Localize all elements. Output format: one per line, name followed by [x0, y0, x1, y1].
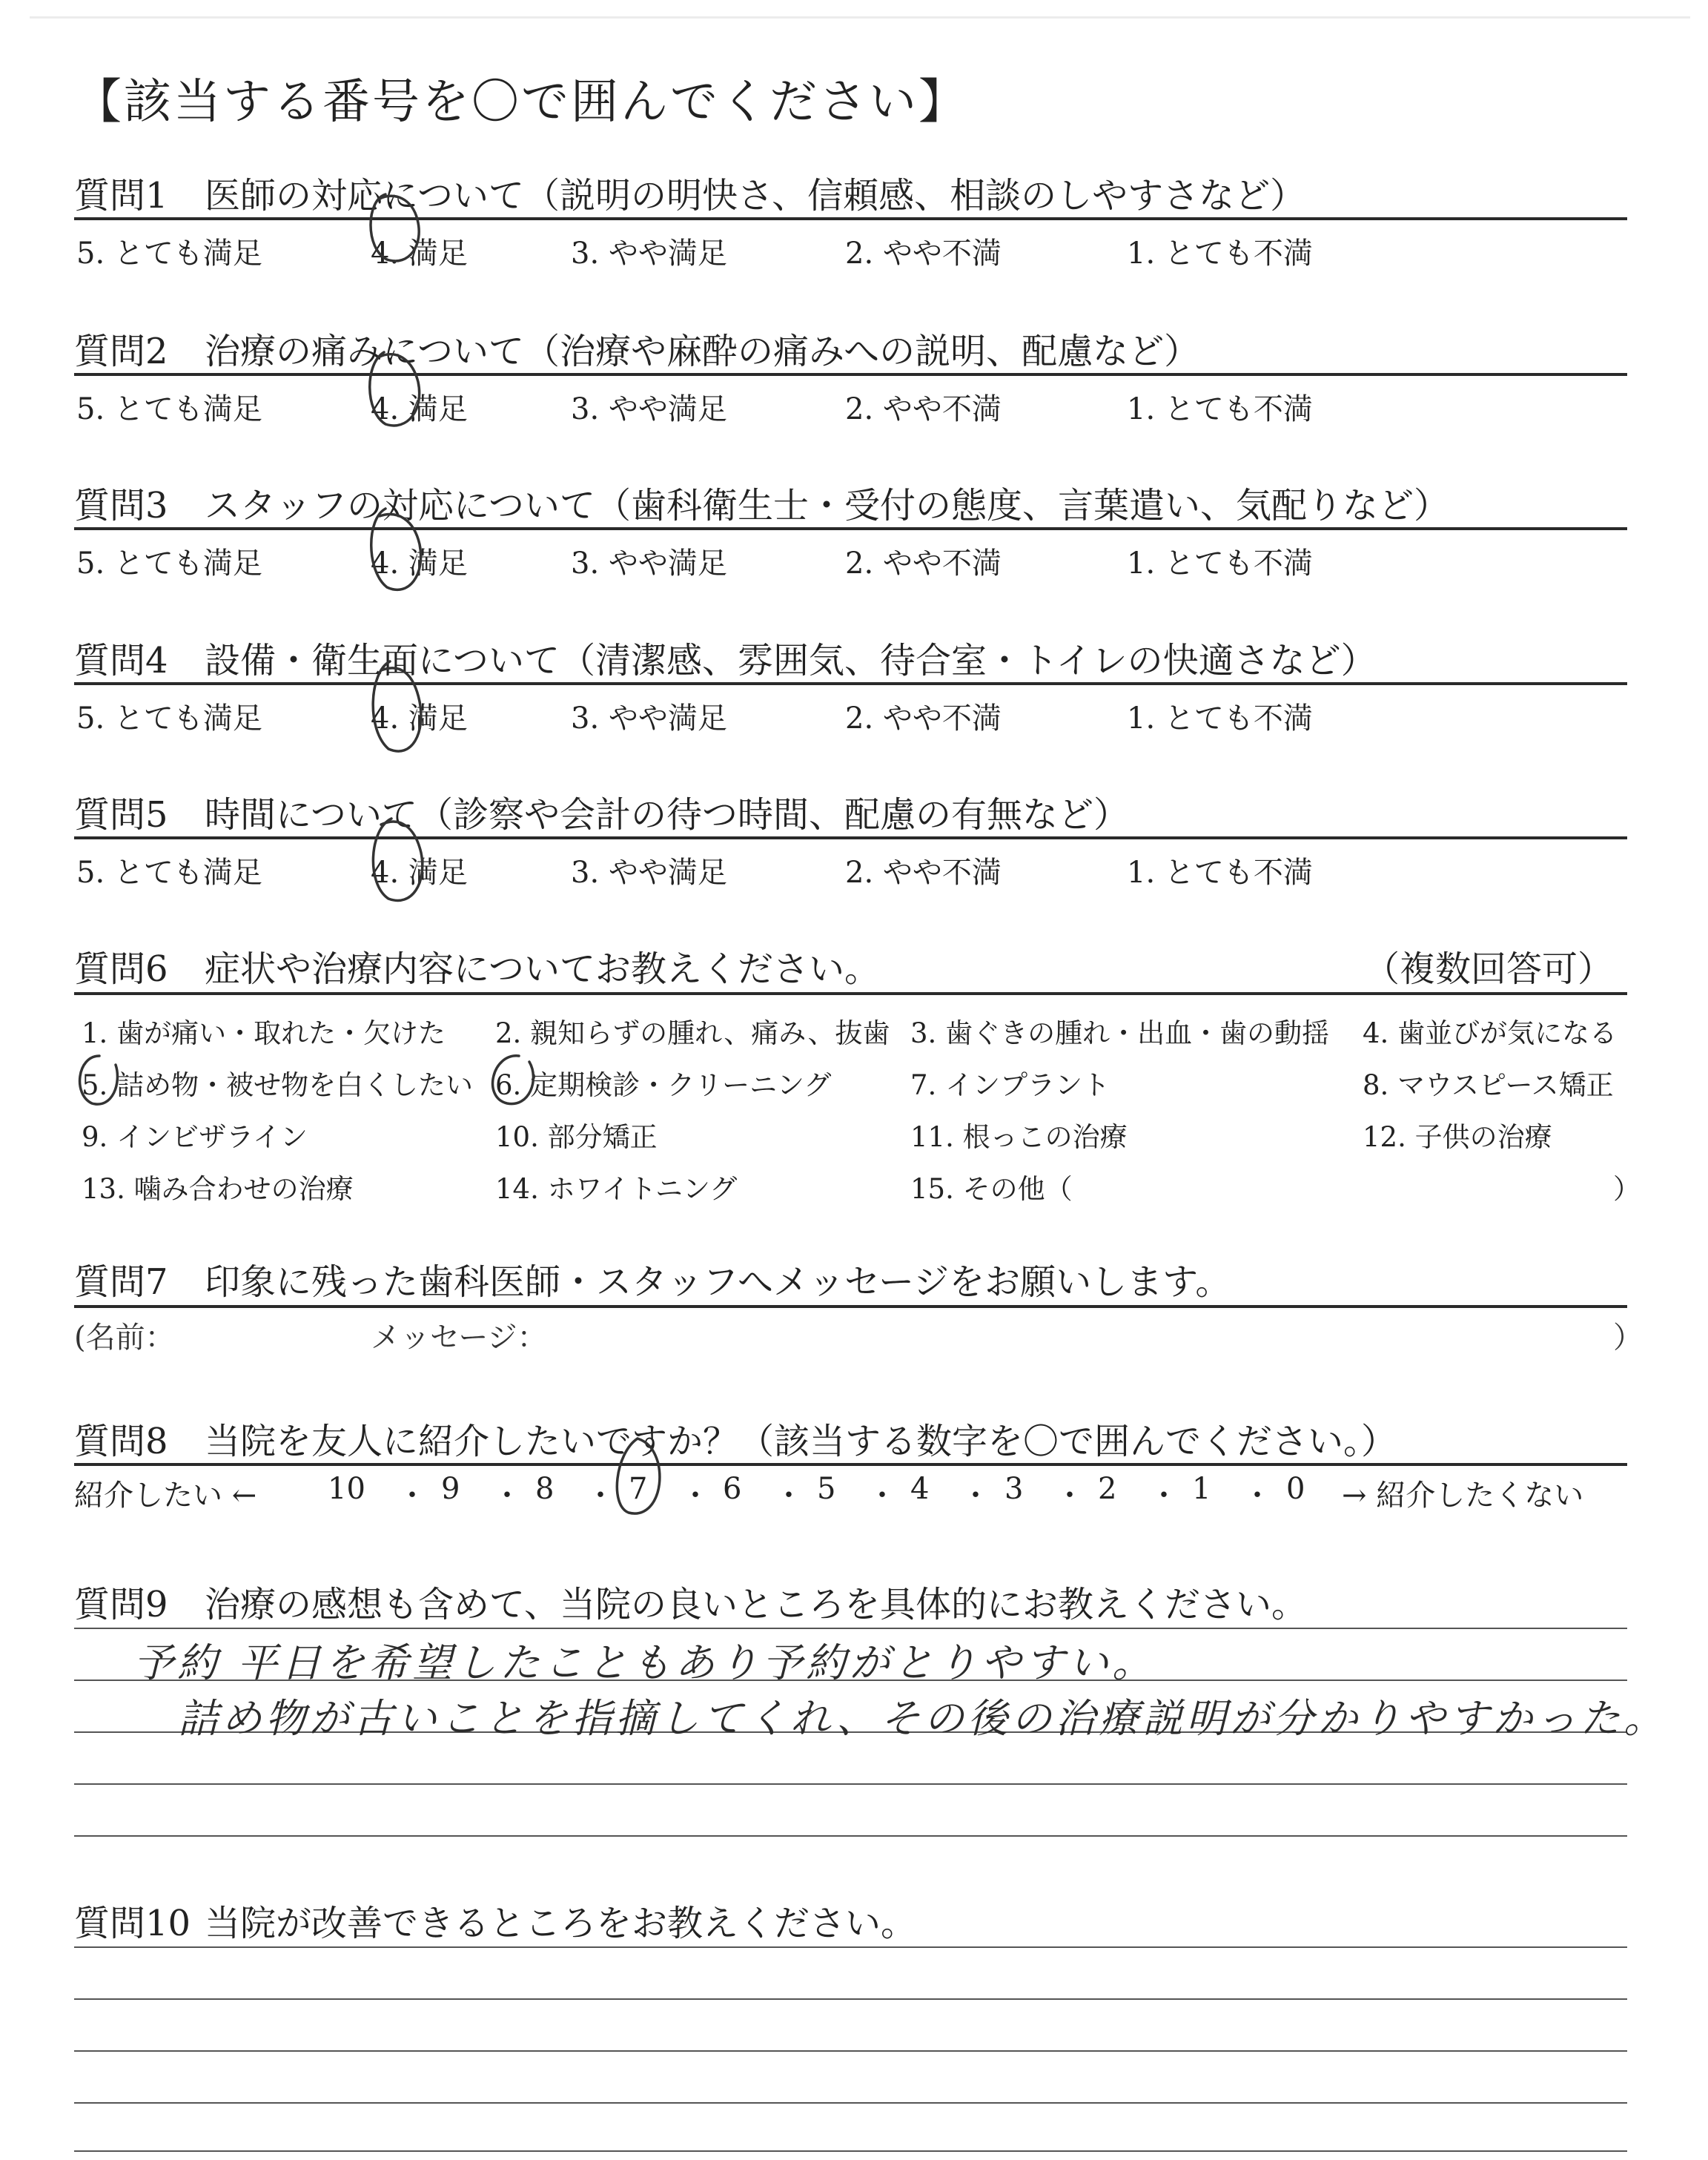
- answer-line: [74, 1946, 1627, 1948]
- symptom-option-7[interactable]: 7. インプラント: [910, 1069, 1110, 1101]
- symptom-option-10[interactable]: 10. 部分矯正: [495, 1121, 658, 1153]
- handwritten-answer-line-1: 予約 平日を希望したこともあり予約がとりやすい。: [133, 1639, 1156, 1686]
- answer-line: [74, 2150, 1627, 2152]
- other-close-paren: ）: [1613, 1173, 1641, 1205]
- question-rule: [74, 527, 1627, 530]
- rating-option-1[interactable]: 1. とても不満: [1127, 546, 1313, 581]
- multiple-answer-note: （複数回答可）: [1364, 948, 1614, 990]
- handwritten-answer-line-2: 詰め物が古いことを指摘してくれ、その後の治療説明が分かりやすかった。: [178, 1695, 1668, 1742]
- symptom-option-14[interactable]: 14. ホワイトニング: [495, 1173, 738, 1205]
- rating-option-1[interactable]: 1. とても不満: [1127, 392, 1313, 426]
- scale-value-3[interactable]: 3: [1004, 1472, 1024, 1506]
- question-number: 質問6: [74, 948, 168, 990]
- question-rule: [74, 217, 1627, 220]
- symptom-option-11[interactable]: 11. 根っこの治療: [910, 1121, 1128, 1153]
- question-8: [74, 1413, 1397, 1464]
- symptom-option-1[interactable]: 1. 歯が痛い・取れた・欠けた: [82, 1017, 446, 1049]
- scale-value-0[interactable]: 0: [1286, 1472, 1305, 1506]
- rating-option-1[interactable]: 1. とても不満: [1127, 701, 1313, 736]
- symptom-option-15[interactable]: 15. その他（: [910, 1173, 1073, 1205]
- rating-option-2[interactable]: 2. やや不満: [845, 237, 1002, 271]
- question-number: 質問1: [74, 175, 168, 217]
- scale-value-6[interactable]: 6: [723, 1472, 742, 1506]
- question-number: 質問9: [74, 1584, 168, 1625]
- answer-line: [74, 1998, 1627, 2000]
- message-field-label[interactable]: メッセージ：: [371, 1321, 547, 1355]
- question-rule: [74, 373, 1627, 376]
- symptom-option-13[interactable]: 13. 噛み合わせの治療: [82, 1173, 354, 1205]
- name-field-label[interactable]: (名前：: [74, 1321, 175, 1355]
- symptom-option-4[interactable]: 4. 歯並びが気になる: [1363, 1017, 1618, 1049]
- scale-right-label: → 紹介したくない: [1342, 1479, 1584, 1513]
- rating-option-2[interactable]: 2. やや不満: [845, 392, 1002, 426]
- symptom-option-2[interactable]: 2. 親知らずの腫れ、痛み、抜歯: [495, 1017, 890, 1049]
- question-text: 症状や治療内容についてお教えください。: [205, 948, 881, 990]
- question-rule: [74, 1463, 1627, 1466]
- rating-option-4[interactable]: 4. 満足: [371, 237, 468, 271]
- rating-option-2[interactable]: 2. やや不満: [845, 701, 1002, 736]
- message-close-paren: ）: [1613, 1321, 1643, 1355]
- question-3: [74, 477, 1449, 528]
- question-1: [74, 167, 1305, 218]
- rating-option-4[interactable]: 4. 満足: [371, 856, 468, 890]
- scale-value-8[interactable]: 8: [535, 1472, 555, 1506]
- question-rule: [74, 992, 1627, 995]
- question-text: 当院を友人に紹介したいですか？（該当する数字を〇で囲んでください。）: [205, 1421, 1397, 1462]
- rating-option-5[interactable]: 5. とても満足: [76, 392, 262, 426]
- symptom-option-12[interactable]: 12. 子供の治療: [1363, 1121, 1552, 1153]
- answer-line: [74, 1783, 1627, 1785]
- question-9: [74, 1576, 1307, 1627]
- question-number: 質問4: [74, 640, 168, 681]
- question-number: 質問8: [74, 1421, 168, 1462]
- question-6: [74, 940, 1614, 991]
- scale-value-9[interactable]: 9: [441, 1472, 460, 1506]
- question-2: [74, 323, 1199, 374]
- scale-value-7[interactable]: 7: [629, 1472, 648, 1506]
- scan-edge: [30, 16, 1690, 19]
- question-text: 治療の感想も含めて、当院の良いところを具体的にお教えください。: [205, 1584, 1308, 1625]
- question-5: [74, 786, 1129, 837]
- answer-line: [74, 2102, 1627, 2104]
- symptom-option-3[interactable]: 3. 歯ぐきの腫れ・出血・歯の動揺: [910, 1017, 1330, 1049]
- rating-option-5[interactable]: 5. とても満足: [76, 701, 262, 736]
- rating-option-4[interactable]: 4. 満足: [371, 392, 468, 426]
- question-text: 設備・衛生面について（清潔感、雰囲気、待合室・トイレの快適さなど）: [205, 640, 1377, 681]
- question-7: [74, 1253, 1231, 1304]
- scale-left-label: 紹介したい ←: [74, 1479, 257, 1513]
- question-text: スタッフの対応について（歯科衛生士・受付の態度、言葉遣い、気配りなど）: [205, 485, 1450, 526]
- question-text: 時間について（診察や会計の待つ時間、配慮の有無など）: [205, 794, 1130, 836]
- rating-option-3[interactable]: 3. やや満足: [571, 701, 727, 736]
- rating-option-4[interactable]: 4. 満足: [371, 546, 468, 581]
- rating-option-1[interactable]: 1. とても不満: [1127, 856, 1313, 890]
- rating-option-3[interactable]: 3. やや満足: [571, 856, 727, 890]
- question-number: 質問7: [74, 1261, 168, 1303]
- scale-value-10[interactable]: 10: [328, 1472, 365, 1506]
- question-text: 治療の痛みについて（治療や麻酔の痛みへの説明、配慮など）: [205, 331, 1200, 372]
- rating-option-5[interactable]: 5. とても満足: [76, 237, 262, 271]
- rating-option-3[interactable]: 3. やや満足: [571, 392, 727, 426]
- rating-option-3[interactable]: 3. やや満足: [571, 237, 727, 271]
- scale-value-2[interactable]: 2: [1098, 1472, 1117, 1506]
- question-4: [74, 632, 1377, 683]
- scale-value-5[interactable]: 5: [817, 1472, 836, 1506]
- scale-value-1[interactable]: 1: [1192, 1472, 1211, 1506]
- answer-line: [74, 2050, 1627, 2052]
- question-number: 質問5: [74, 794, 168, 836]
- symptom-option-5[interactable]: 5. 詰め物・被せ物を白くしたい: [82, 1069, 474, 1101]
- question-text: 当院が改善できるところをお教えください。: [205, 1903, 917, 1944]
- rating-option-3[interactable]: 3. やや満足: [571, 546, 727, 581]
- rating-option-2[interactable]: 2. やや不満: [845, 856, 1002, 890]
- question-number: 質問2: [74, 331, 168, 372]
- rating-option-2[interactable]: 2. やや不満: [845, 546, 1002, 581]
- symptom-option-8[interactable]: 8. マウスピース矯正: [1363, 1069, 1614, 1101]
- question-rule: [74, 682, 1627, 685]
- rating-option-4[interactable]: 4. 満足: [371, 701, 468, 736]
- symptom-option-9[interactable]: 9. インビザライン: [82, 1121, 308, 1153]
- rating-option-5[interactable]: 5. とても満足: [76, 856, 262, 890]
- question-rule: [74, 836, 1627, 839]
- question-number: 質問3: [74, 485, 168, 526]
- rating-option-1[interactable]: 1. とても不満: [1127, 237, 1313, 271]
- answer-line: [74, 1835, 1627, 1837]
- symptom-option-6[interactable]: 6. 定期検診・クリーニング: [495, 1069, 832, 1101]
- question-10: [74, 1895, 916, 1946]
- question-text: 医師の対応について（説明の明快さ、信頼感、相談のしやすさなど）: [205, 175, 1306, 217]
- question-rule: [74, 1305, 1627, 1308]
- page-title: 【該当する番号を〇で囲んでください】: [74, 75, 968, 130]
- scale-value-4[interactable]: 4: [910, 1472, 930, 1506]
- question-text: 印象に残った歯科医師・スタッフへメッセージをお願いします。: [205, 1261, 1231, 1303]
- rating-option-5[interactable]: 5. とても満足: [76, 546, 262, 581]
- question-number: 質問10: [74, 1903, 191, 1944]
- answer-line: [74, 1628, 1627, 1629]
